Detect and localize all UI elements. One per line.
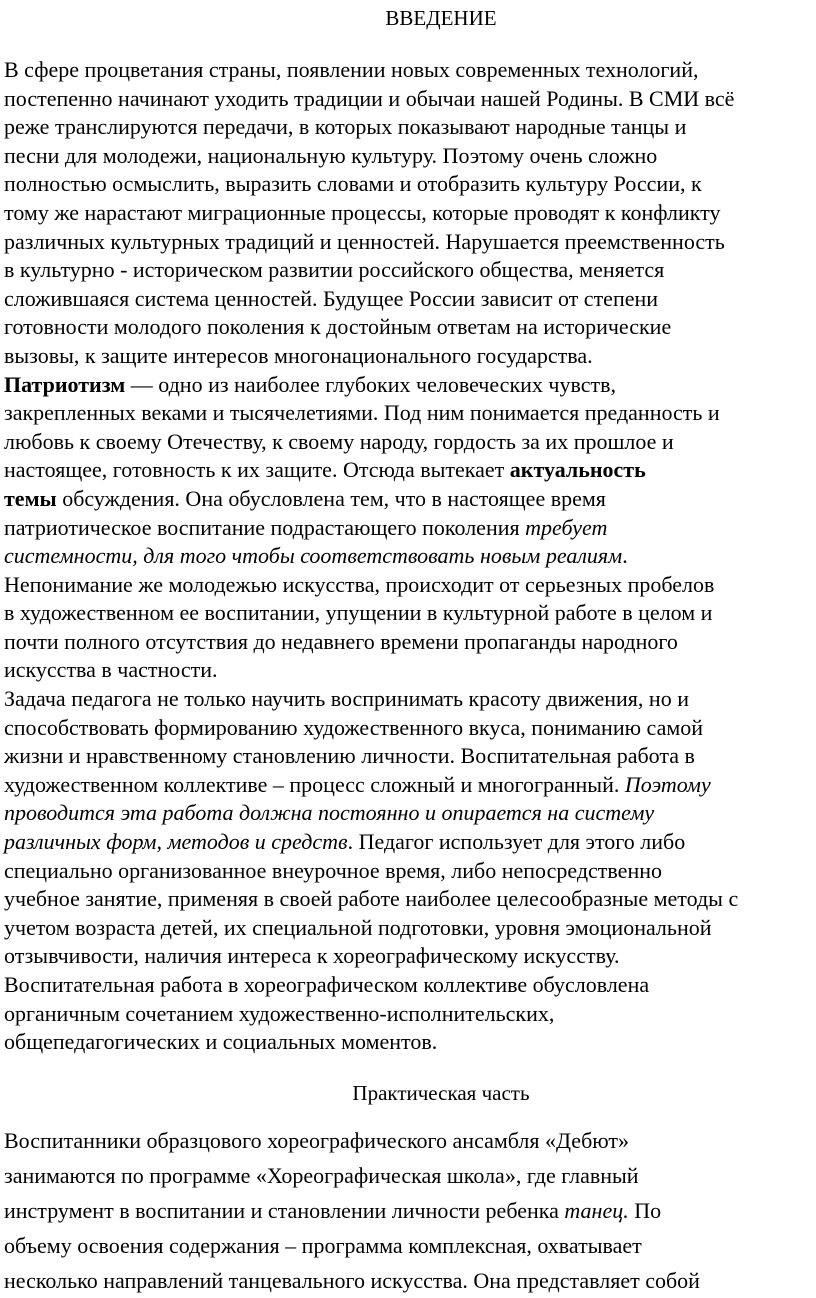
patriotism-definition: — одно из наиболее глубоких человеческих чувств, bbox=[125, 371, 616, 397]
text-line: отзывчивости, наличия интереса к хореографическому искусству. bbox=[4, 943, 620, 969]
text-line bbox=[4, 542, 816, 571]
text-line: закрепленных веками и тысячелетиями. Под ним понимается преданность и bbox=[4, 400, 720, 426]
patriotism-term: Патриотизм bbox=[4, 371, 126, 397]
upbringing-text: патриотическое воспитание подрастающего поколения bbox=[4, 514, 526, 540]
document-page bbox=[4, 0, 816, 1298]
process-emphasis: различных форм, методов и средств bbox=[4, 829, 348, 855]
text-line: сложившаяся система ценностей. Будущее России зависит от степени bbox=[4, 285, 659, 311]
text-line: специально организованное внеурочное время, либо непосредственно bbox=[4, 857, 662, 883]
text-line: жизни и нравственному становлению личности. Воспитательная работа в bbox=[4, 743, 695, 769]
upbringing-emphasis: требует bbox=[525, 514, 608, 540]
text-line: готовности молодого поколения к достойным ответам на исторические bbox=[4, 314, 672, 340]
text-line: песни для молодежи, национальную культуру. Поэтому очень сложно bbox=[4, 142, 658, 168]
text-line: общепедагогических и социальных моментов. bbox=[4, 1029, 438, 1055]
text-line: Воспитанники образцового хореографического ансамбля «Дебют» bbox=[4, 1127, 630, 1153]
text-line: почти полного отсутствия до недавнего времени пропаганды народного bbox=[4, 628, 678, 654]
process-text: художественном коллективе – процесс сложный и многогранный. bbox=[4, 771, 625, 797]
upbringing-end: . bbox=[622, 543, 628, 569]
text-line: различных культурных традиций и ценностей. Нарушается преемственность bbox=[4, 228, 725, 254]
practical-rest: По bbox=[628, 1197, 662, 1223]
text-line bbox=[4, 456, 816, 485]
text-line: объему освоения содержания – программа комплексная, охватывает bbox=[4, 1232, 642, 1258]
upbringing-emphasis: системности, для того чтобы соответствовать новым реалиям bbox=[4, 543, 623, 569]
section-title-practical: Практическая часть bbox=[352, 1080, 530, 1105]
text-line bbox=[4, 485, 816, 514]
text-line: полностью осмыслить, выразить словами и отобразить культуру России, к bbox=[4, 171, 702, 197]
practical-emphasis: танец. bbox=[564, 1197, 629, 1223]
text-line: реже транслируются передачи, в которых показывают народные танцы и bbox=[4, 114, 687, 140]
text-line bbox=[4, 771, 816, 800]
introduction-body bbox=[4, 56, 816, 1057]
text-line: Воспитательная работа в хореографическом коллективе обусловлена bbox=[4, 972, 650, 997]
relevance-prefix: настоящее, готовность к их защите. Отсюда вытекает bbox=[4, 457, 510, 483]
practical-text: инструмент в воспитании и становлении личности ребенка bbox=[4, 1197, 565, 1223]
process-emphasis: Поэтому bbox=[624, 771, 711, 797]
process-rest: . Педагог использует для этого либо bbox=[347, 829, 686, 855]
document-title: ВВЕДЕНИЕ bbox=[385, 6, 497, 30]
text-line: тому же нарастают миграционные процессы, которые проводят к конфликту bbox=[4, 199, 721, 225]
text-line: органичным сочетанием художественно-исполнительских, bbox=[4, 1000, 555, 1026]
text-line: вызовы, к защите интересов многонационального государства. bbox=[4, 342, 593, 368]
text-line: учетом возраста детей, их специальной подготовки, уровня эмоциональной bbox=[4, 914, 712, 940]
text-line: способствовать формированию художественного вкуса, пониманию самой bbox=[4, 714, 704, 740]
text-line: занимаются по программе «Хореографическая школа», где главный bbox=[4, 1162, 639, 1188]
text-line bbox=[4, 1193, 816, 1228]
text-line: искусства в частности. bbox=[4, 657, 218, 683]
text-line bbox=[4, 514, 816, 543]
relevance-term: актуальность bbox=[509, 457, 646, 483]
text-line bbox=[4, 828, 816, 857]
text-line: Непонимание же молодежью искусства, происходит от серьезных пробелов bbox=[4, 571, 715, 597]
text-line: в художественном ее воспитании, упущении в культурной работе в целом и bbox=[4, 600, 713, 626]
relevance-rest: обсуждения. Она обусловлена тем, что в настоящее время bbox=[56, 485, 606, 511]
text-line: любовь к своему Отечеству, к своему народу, гордость за их прошлое и bbox=[4, 428, 674, 454]
text-line: Задача педагога не только научить воспринимать красоту движения, но и bbox=[4, 686, 689, 712]
practical-body bbox=[4, 1123, 816, 1298]
text-line: В сфере процветания страны, появлении новых современных технологий, bbox=[4, 57, 699, 82]
text-line: учебное занятие, применяя в своей работе наиболее целесообразные методы с bbox=[4, 886, 739, 912]
text-line: проводится эта работа должна постоянно и опирается на систему bbox=[4, 800, 655, 826]
text-line: несколько направлений танцевального искусства. Она представляет собой bbox=[4, 1267, 700, 1293]
text-line: постепенно начинают уходить традиции и обычаи нашей Родины. В СМИ всё bbox=[4, 85, 735, 111]
topic-term: темы bbox=[4, 485, 57, 511]
text-line: в культурно - историческом развитии российского общества, меняется bbox=[4, 257, 665, 283]
text-line bbox=[4, 371, 816, 400]
